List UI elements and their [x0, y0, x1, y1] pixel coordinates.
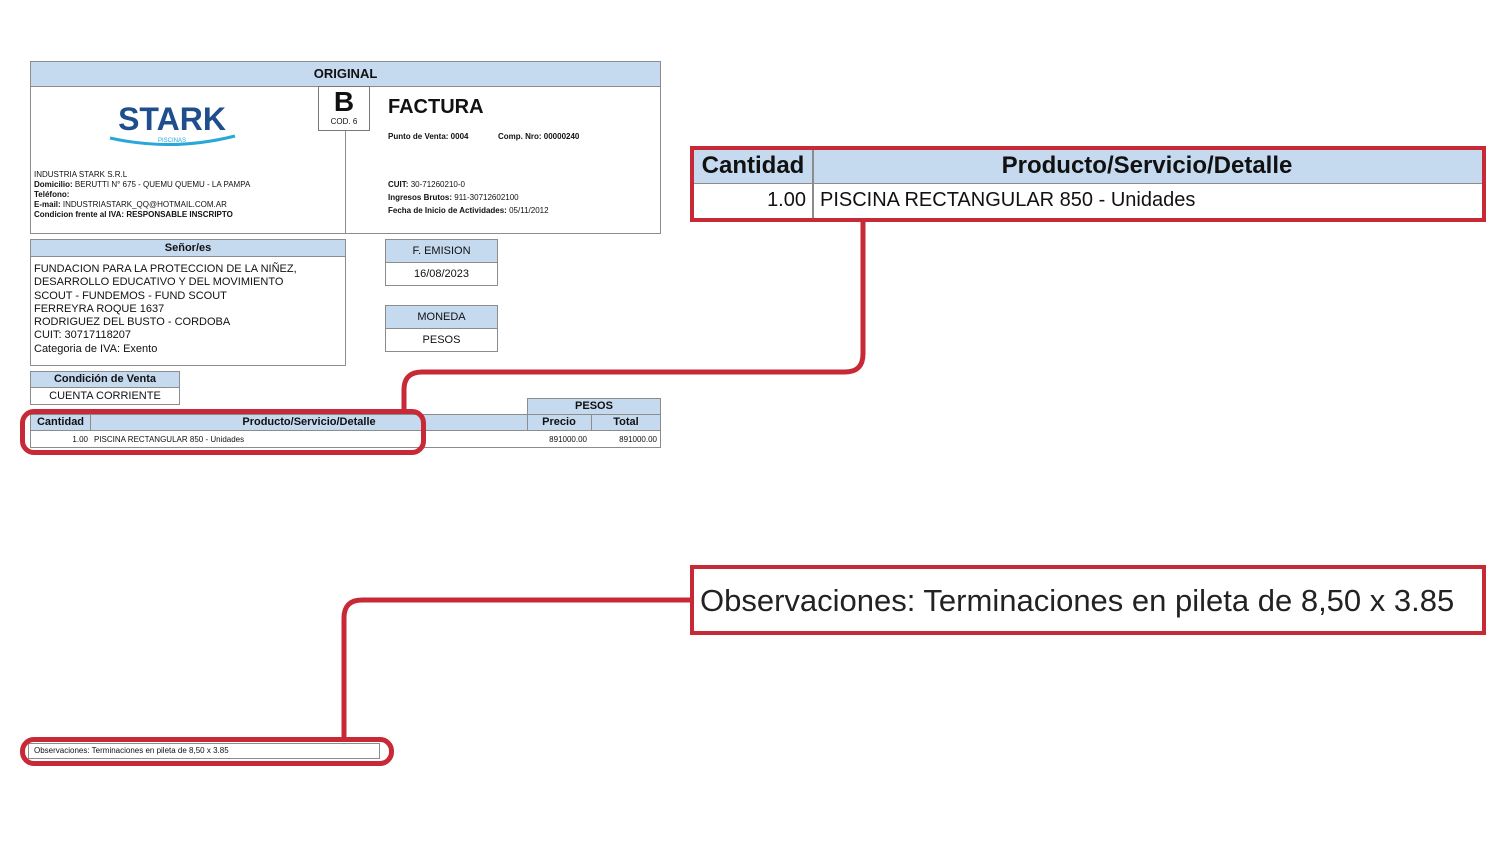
row-total: 891000.00 [619, 435, 657, 444]
issuer-email: INDUSTRIASTARK_QQ@HOTMAIL.COM.AR [62, 200, 227, 209]
issuer-email-label: E-mail: [34, 200, 61, 209]
client-line: Categoria de IVA: Exento [34, 342, 158, 355]
issuer-iva-label: Condicion frente al IVA: [34, 210, 125, 219]
row-precio: 891000.00 [549, 435, 587, 444]
client-line: CUIT: 30717118207 [34, 329, 132, 342]
row-cantidad: 1.00 [72, 435, 88, 444]
emision-label: F. EMISION [412, 245, 471, 257]
logo-subtitle: PISCINAS [157, 138, 187, 144]
issuer-name: INDUSTRIA STARK S.R.L [34, 170, 128, 179]
iibb-value: 911-30712602100 [454, 193, 519, 202]
client-line: FUNDACION PARA LA PROTECCION DE LA NIÑEZ, [34, 263, 297, 275]
doc-type: FACTURA [388, 96, 484, 118]
row-producto: PISCINA RECTANGULAR 850 - Unidades [94, 435, 245, 444]
issuer-telefono-label: Teléfono: [34, 190, 70, 199]
zoom-producto-header: Producto/Servicio/Detalle [1001, 152, 1293, 179]
client-header-label: Señor/es [164, 242, 212, 254]
currency-label: PESOS [575, 400, 613, 412]
items-col-producto-header: Producto/Servicio/Detalle [242, 416, 376, 428]
items-col-cantidad-header: Cantidad [36, 416, 85, 428]
invoice-letter: B [333, 86, 355, 117]
zoom-row-producto: PISCINA RECTANGULAR 850 - Unidades [820, 189, 1196, 211]
issuer-domicilio-label: Domicilio: [34, 180, 73, 189]
moneda-label: MONEDA [417, 311, 466, 323]
cuit-label: CUIT: [388, 180, 409, 189]
zoom-cantidad-header: Cantidad [701, 152, 805, 179]
invoice-letter-code: COD. 6 [330, 117, 358, 126]
emision-value: 16/08/2023 [413, 268, 470, 280]
punto-venta: Punto de Venta: 0004 [388, 132, 469, 141]
condicion-value: CUENTA CORRIENTE [49, 390, 161, 402]
observaciones-text: Observaciones: Terminaciones en pileta de 8,50 x 3.85 [34, 746, 229, 755]
issuer-domicilio: BERUTTI N° 675 - QUEMU QUEMU - LA PAMPA [74, 180, 251, 189]
logo-brand: STARK [118, 101, 226, 137]
iibb-label: Ingresos Brutos: [388, 193, 453, 202]
inicio-value: 05/11/2012 [509, 206, 549, 215]
copy-label: ORIGINAL [313, 66, 378, 81]
client-line: RODRIGUEZ DEL BUSTO - CORDOBA [34, 316, 231, 329]
client-line: SCOUT - FUNDEMOS - FUND SCOUT [34, 289, 227, 302]
zoom-observaciones-text: Observaciones: Terminaciones en pileta de 8,50 x 3.85 [700, 583, 1455, 618]
cuit-value: 30-71260210-0 [410, 180, 465, 189]
zoom-row-cantidad: 1.00 [767, 189, 806, 211]
moneda-value: PESOS [422, 334, 461, 346]
items-col-precio-header: Precio [542, 416, 576, 428]
inicio-label: Fecha de Inicio de Actividades: [388, 206, 507, 215]
comp-nro: Comp. Nro: 00000240 [498, 132, 580, 141]
client-line: FERREYRA ROQUE 1637 [34, 302, 165, 315]
client-line: DESARROLLO EDUCATIVO Y DEL MOVIMIENTO [34, 276, 284, 289]
issuer-iva: RESPONSABLE INSCRIPTO [126, 210, 233, 219]
condicion-label: Condición de Venta [53, 373, 157, 385]
items-col-total-header: Total [613, 416, 639, 428]
